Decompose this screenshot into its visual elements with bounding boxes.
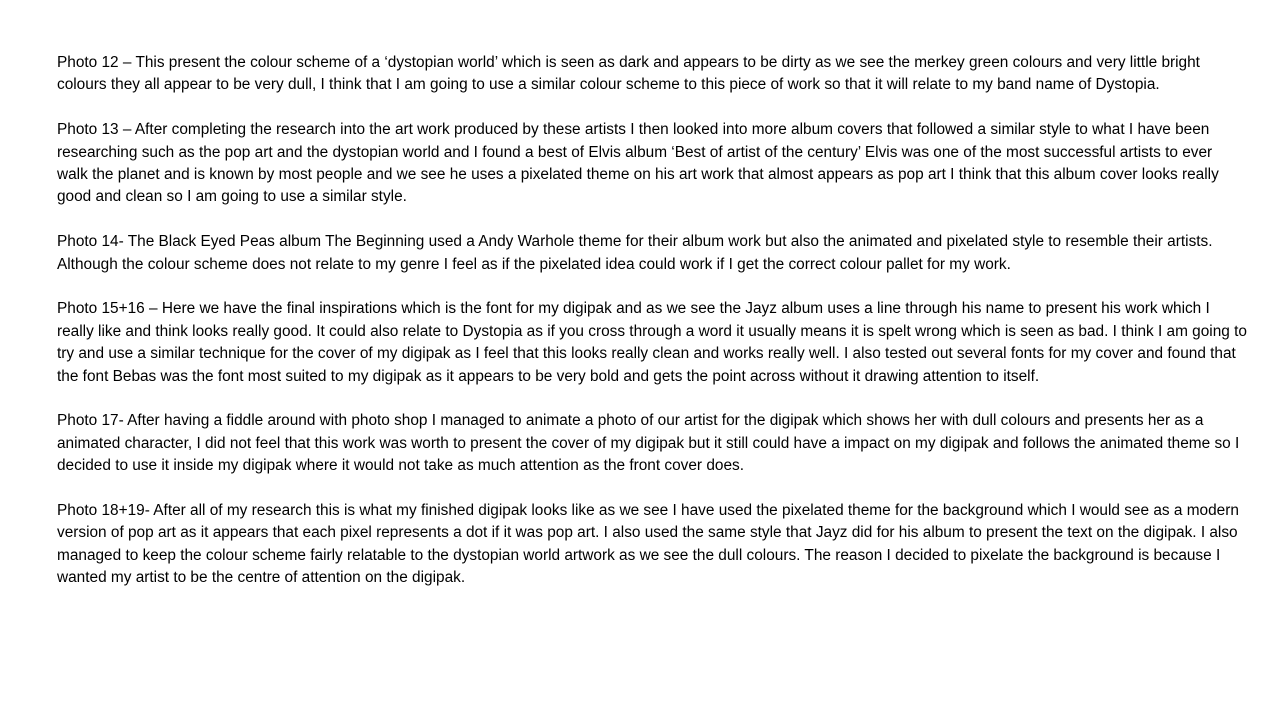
- paragraph-photo-12: Photo 12 – This present the colour scheme of a ‘dystopian world’ which is seen as dark and appears to be dirty as we see the merkey green colours and very little bright colours they all appear to be very dull, I think that I am going to use a similar colour scheme to this piece of work so that it will relate to my band name of Dystopia.: [57, 54, 1200, 94]
- paragraph-photo-17: Photo 17- After having a fiddle around with photo shop I managed to animate a photo of our artist for the digipak which shows her with dull colours and presents her as a animated character, I did not feel that this work was worth to present the cover of my digipak but it still could have a impact on my digipak and follows the animated theme so I decided to use it inside my digipak where it would not take as much attention as the front cover does.: [57, 412, 1240, 475]
- paragraph-photo-18-19: Photo 18+19- After all of my research this is what my finished digipak looks like as we see I have used the pixelated theme for the background which I would see as a modern version of pop art as it appears that each pixel represents a dot if it was pop art. I also used the same style that Jayz did for his album to present the text on the digipak. I also managed to keep the colour scheme fairly relatable to the dystopian world artwork as we see the dull colours. The reason I decided to pixelate the background is because I wanted my artist to be the centre of attention on the digipak.: [57, 502, 1239, 587]
- paragraph-photo-13: Photo 13 – After completing the research into the art work produced by these artists I then looked into more album covers that followed a similar style to what I have been researching such as the pop art and the dystopian world and I found a best of Elvis album ‘Best of artist of the century’ Elvis was one of the most successful artists to ever walk the planet and is known by most people and we see he uses a pixelated theme on his art work that almost appears as pop art I think that this album cover looks really good and clean so I am going to use a similar style.: [57, 121, 1219, 206]
- paragraph-photo-14: Photo 14- The Black Eyed Peas album The Beginning used a Andy Warhole theme for their album work but also the animated and pixelated style to resemble their artists. Although the colour scheme does not relate to my genre I feel as if the pixelated idea could work if I get the correct colour pallet for my work.: [57, 233, 1213, 273]
- paragraph-photo-15-16: Photo 15+16 – Here we have the final inspirations which is the font for my digipak and as we see the Jayz album uses a line through his name to present his work which I really like and think looks really good. It could also relate to Dystopia as if you cross through a word it usually means it is spelt wrong which is seen as bad. I think I am going to try and use a similar technique for the cover of my digipak as I feel that this looks really clean and works really well. I also tested out several fonts for my cover and found that the font Bebas was the font most suited to my digipak as it appears to be very bold and gets the point across without it drawing attention to itself.: [57, 300, 1247, 385]
- slide-text-body: [57, 52, 1247, 612]
